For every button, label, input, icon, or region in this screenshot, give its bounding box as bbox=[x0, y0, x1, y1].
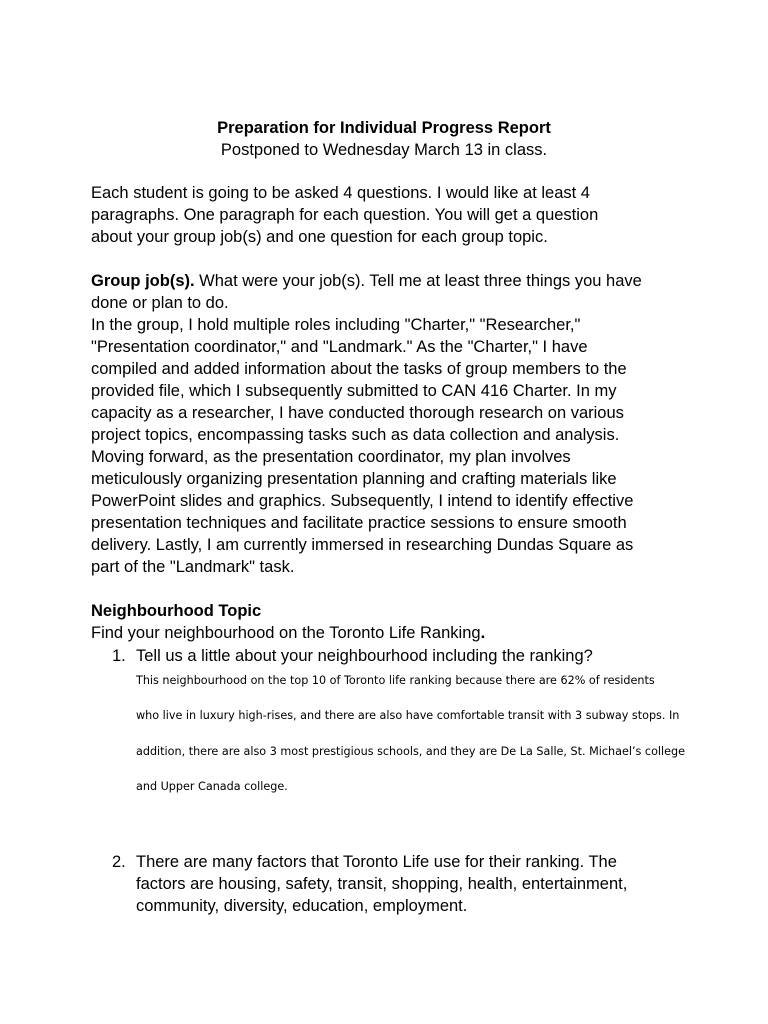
list-number: 1. bbox=[112, 647, 126, 665]
neighbourhood-heading: Neighbourhood Topic bbox=[91, 602, 262, 620]
intro-line: Each student is going to be asked 4 questions. I would like at least 4 bbox=[91, 184, 590, 202]
answer-line: PowerPoint slides and graphics. Subsequently, I intend to identify effective bbox=[91, 492, 634, 510]
neighbourhood-instruction-period: . bbox=[480, 624, 486, 642]
neighbourhood-instruction bbox=[91, 622, 485, 644]
answer-line: "Presentation coordinator," and "Landmark." As the "Charter," I have bbox=[91, 338, 588, 356]
group-job-question-line bbox=[91, 270, 691, 292]
intro-paragraph bbox=[91, 182, 691, 248]
answer-line: meticulously organizing presentation planning and crafting materials like bbox=[91, 470, 617, 488]
item-line: factors are housing, safety, transit, shopping, health, entertainment, bbox=[136, 875, 628, 893]
neighbourhood-answer-1 bbox=[136, 663, 726, 804]
item-line: community, diversity, education, employment. bbox=[136, 897, 468, 915]
document-title: Preparation for Individual Progress Report bbox=[217, 119, 551, 137]
answer-line: presentation techniques and facilitate practice sessions to ensure smooth bbox=[91, 514, 627, 532]
answer-line: Moving forward, as the presentation coordinator, my plan involves bbox=[91, 448, 571, 466]
group-job-question-line: done or plan to do. bbox=[91, 294, 229, 312]
answer-line: part of the "Landmark" task. bbox=[91, 558, 295, 576]
group-job-answer bbox=[91, 314, 691, 578]
neighbourhood-item-2 bbox=[136, 851, 716, 917]
group-job-question bbox=[91, 270, 691, 314]
list-number: 2. bbox=[112, 853, 126, 871]
intro-line: paragraphs. One paragraph for each question. You will get a question bbox=[91, 206, 599, 224]
group-job-label: Group job(s). bbox=[91, 272, 195, 290]
answer-line: delivery. Lastly, I am currently immersed in researching Dundas Square as bbox=[91, 536, 634, 554]
answer-line: addition, there are also 3 most prestigious schools, and they are De La Salle, St. Michael’s college bbox=[136, 744, 686, 758]
answer-line: This neighbourhood on the top 10 of Toronto life ranking because there are 62% of residents bbox=[136, 674, 655, 687]
answer-line: capacity as a researcher, I have conducted thorough research on various bbox=[91, 404, 624, 422]
answer-line: In the group, I hold multiple roles including "Charter," "Researcher," bbox=[91, 316, 581, 334]
document-subtitle: Postponed to Wednesday March 13 in class. bbox=[220, 141, 548, 159]
answer-line: and Upper Canada college. bbox=[136, 779, 288, 793]
answer-line: provided file, which I subsequently submitted to CAN 416 Charter. In my bbox=[91, 382, 617, 400]
answer-line: who live in luxury high-rises, and there are also have comfortable transit with 3 subway stops. In bbox=[136, 709, 680, 723]
group-job-question-text: What were your job(s). Tell me at least three things you have bbox=[194, 272, 642, 290]
answer-line: compiled and added information about the tasks of group members to the bbox=[91, 360, 627, 378]
neighbourhood-question-1: Tell us a little about your neighbourhood including the ranking? bbox=[136, 647, 593, 665]
item-line: There are many factors that Toronto Life use for their ranking. The bbox=[136, 853, 617, 871]
answer-line: project topics, encompassing tasks such as data collection and analysis. bbox=[91, 426, 620, 444]
intro-line: about your group job(s) and one question for each group topic. bbox=[91, 228, 548, 246]
neighbourhood-instruction-text: Find your neighbourhood on the Toronto Life Ranking bbox=[91, 624, 481, 642]
